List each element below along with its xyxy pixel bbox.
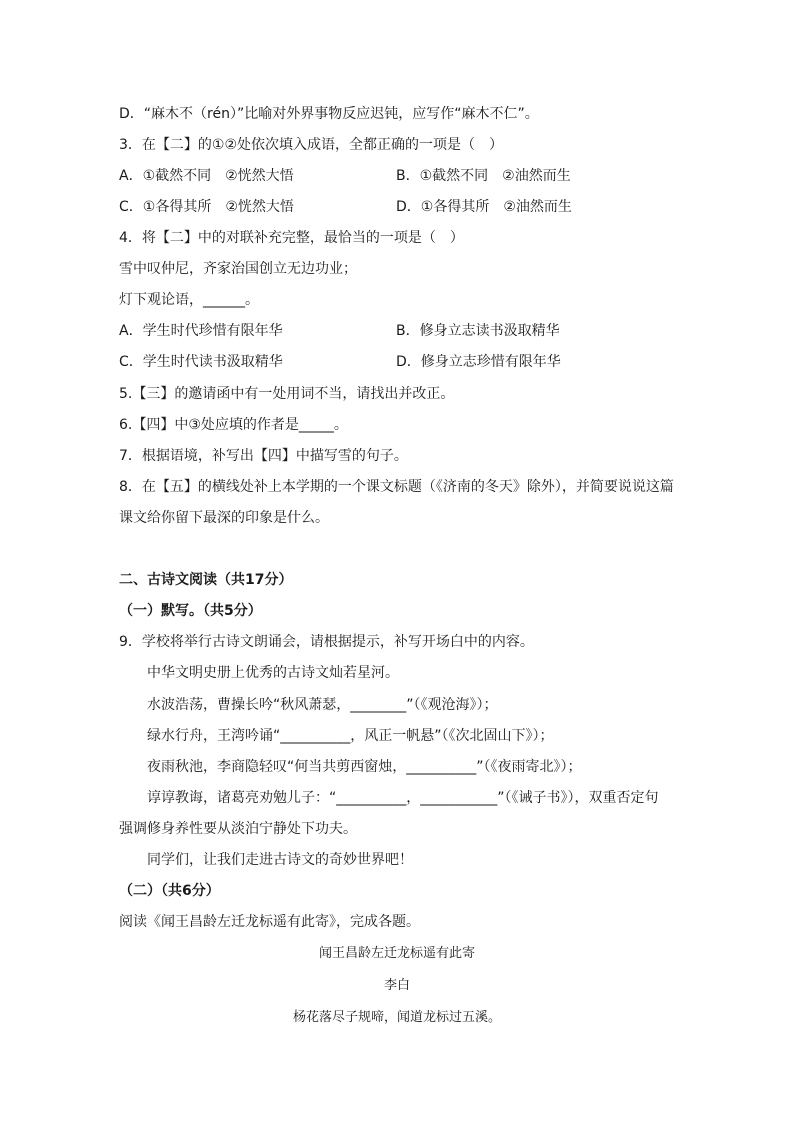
- intro-line-6: 同学们，让我们走进古诗文的奇妙世界吧！: [147, 852, 413, 868]
- q4-option-c: C．学生时代读书汲取精华: [119, 354, 283, 370]
- q3-option-a: A．①截然不同 ②恍然大悟: [119, 168, 294, 184]
- question-6: 6.【四】中③处应填的作者是_____。: [119, 417, 348, 433]
- poem-author: 李白: [383, 978, 410, 993]
- intro-line-1: 中华文明史册上优秀的古诗文灿若星河。: [147, 665, 399, 681]
- question-5: 5.【三】的邀请函中有一处用词不当，请找出并改正。: [119, 386, 455, 402]
- question-9: 9．学校将举行古诗文朗诵会，请根据提示，补写开场白中的内容。: [119, 634, 534, 650]
- option-d-text: D．“麻木不（rén）”比喻对外界事物反应迟钝，应写作“麻木不仁”。: [119, 106, 539, 122]
- subsection-1-heading: （一）默写。（共5分）: [119, 603, 262, 619]
- q4-option-d: D．修身立志珍惜有限年华: [396, 354, 561, 370]
- poem-line-1: 杨花落尽子规啼，闻道龙标过五溪。: [292, 1010, 501, 1025]
- question-4: 4．将【二】中的对联补充完整，最恰当的一项是（ ）: [119, 230, 464, 246]
- question-7: 7．根据语境，补写出【四】中描写雪的句子。: [119, 448, 408, 464]
- intro-line-5-cont: 强调修身养性要从淡泊宁静处下功夫。: [119, 821, 357, 837]
- question-3: 3．在【二】的①②处依次填入成语，全都正确的一项是（ ）: [119, 137, 504, 153]
- subsection-2-heading: （二）（共6分）: [119, 883, 220, 899]
- intro-line-2: 水波浩荡，曹操长吟“秋风萧瑟，________”（《观沧海》）；: [147, 697, 498, 713]
- couplet-line-2: 灯下观论语，______。: [119, 292, 259, 308]
- q4-option-b: B．修身立志读书汲取精华: [396, 323, 560, 339]
- intro-line-5: 谆谆教诲，诸葛亮劝勉儿子：“__________，___________”（《诫子书》），双重否定句: [147, 790, 659, 806]
- q4-option-a: A．学生时代珍惜有限年华: [119, 323, 283, 339]
- q3-option-d: D．①各得其所 ②油然而生: [396, 199, 572, 215]
- question-8-cont: 课文给你留下最深的印象是什么。: [119, 510, 329, 526]
- reading-instruction: 阅读《闻王昌龄左迁龙标遥有此寄》，完成各题。: [119, 914, 420, 930]
- q3-option-b: B．①截然不同 ②油然而生: [396, 168, 571, 184]
- intro-line-3: 绿水行舟，王湾吟诵“__________，风正一帆悬”（《次北固山下》）；: [147, 728, 554, 744]
- intro-line-4: 夜雨秋池，李商隐轻叹“何当共剪西窗烛，__________”（《夜雨寄北》）；: [147, 759, 582, 775]
- couplet-line-1: 雪中叹仲尼，齐家治国创立无边功业；: [119, 261, 357, 277]
- poem-title: 闻王昌龄左迁龙标遥有此寄: [318, 946, 475, 961]
- section-2-heading: 二、古诗文阅读（共17分）: [119, 572, 293, 588]
- question-8: 8．在【五】的横线处补上本学期的一个课文标题（《济南的冬天》除外），并简要说说这篇: [119, 479, 674, 495]
- q3-option-c: C．①各得其所 ②恍然大悟: [119, 199, 294, 215]
